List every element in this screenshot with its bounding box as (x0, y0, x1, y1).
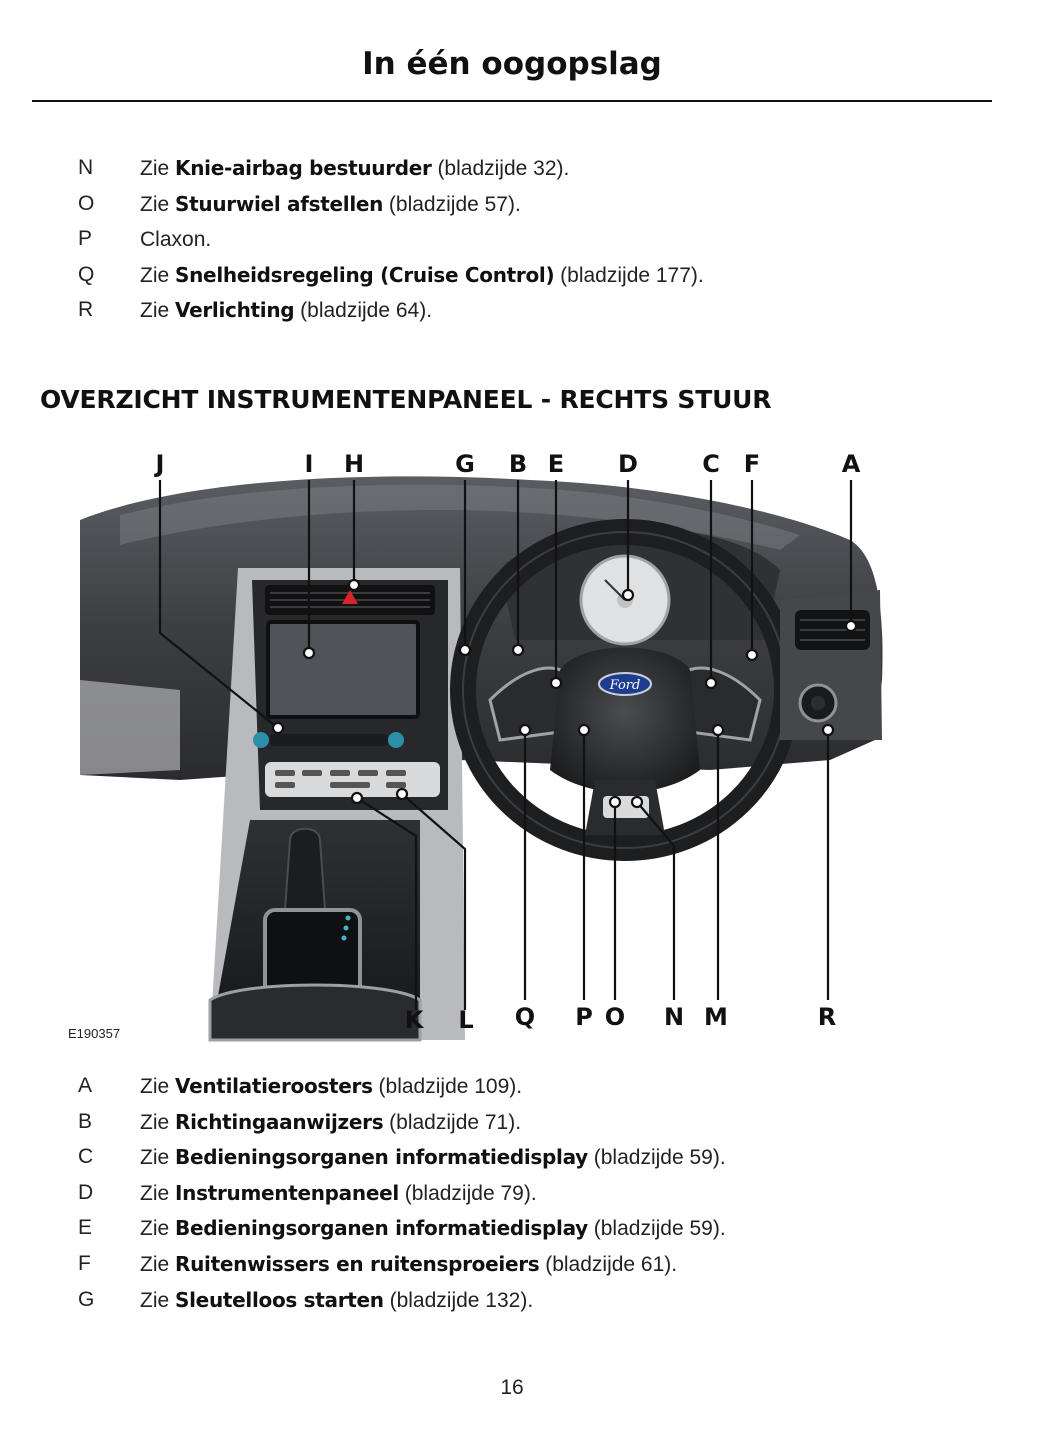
volume-knob (253, 732, 269, 748)
legend-item (0, 1108, 1056, 1144)
legend-text: Zie Richtingaanwijzers (bladzijde 71). (140, 1109, 522, 1134)
legend-link[interactable]: Knie-airbag bestuurder (175, 156, 432, 180)
left-door-panel (80, 680, 180, 775)
callout-label-g: G (455, 450, 475, 478)
callout-label-q: Q (514, 1003, 536, 1031)
callout-label-j: J (155, 450, 165, 478)
page-title: In één oogopslag (362, 46, 662, 82)
callout-label-r: R (817, 1003, 837, 1031)
callout-label-l: L (458, 1006, 474, 1034)
legend-link[interactable]: Stuurwiel afstellen (175, 191, 384, 216)
steering-wheel-hub (550, 648, 700, 793)
legend-key: Q (78, 262, 95, 286)
legend-key: D (78, 1180, 94, 1204)
callout-label-b: B (508, 450, 528, 478)
legend-key: A (78, 1074, 93, 1097)
callout-label-e: E (547, 450, 565, 478)
legend-key: R (78, 298, 94, 322)
legend-key: B (78, 1109, 93, 1133)
legend-text: Zie Snelheidsregeling (Cruise Control) (bladzijde 177). (140, 262, 704, 287)
legend-text: Zie Bedieningsorganen informatiedisplay (bladzijde 59). (140, 1216, 726, 1241)
dashboard-figure (60, 440, 900, 1050)
legend-item (0, 154, 1056, 190)
ford-logo-text: Ford (609, 678, 641, 693)
legend-item (0, 296, 1056, 332)
legend-key: P (78, 227, 93, 251)
legend-text: Zie Stuurwiel afstellen (bladzijde 57). (140, 191, 521, 216)
legend-list-bottom (0, 1072, 1056, 1321)
legend-text: Zie Ventilatieroosters (bladzijde 109). (140, 1074, 523, 1098)
callout-label-k: K (404, 1006, 424, 1034)
legend-link[interactable]: Verlichting (175, 298, 295, 323)
legend-link[interactable]: Sleutelloos starten (175, 1287, 384, 1312)
figure-id: E190357 (68, 1026, 121, 1041)
legend-link[interactable]: Bedieningsorganen informatiedisplay (175, 1216, 588, 1241)
callout-label-f: F (743, 450, 761, 478)
dashboard-illustration (60, 440, 900, 1050)
touchscreen (268, 622, 418, 717)
legend-link[interactable]: Ruitenwissers en ruitensproeiers (175, 1251, 540, 1276)
legend-text: Zie Verlichting (bladzijde 64). (140, 298, 433, 323)
legend-link[interactable]: Bedieningsorganen informatiedisplay (175, 1145, 588, 1170)
legend-key: C (78, 1145, 94, 1169)
tuning-knob (388, 732, 404, 748)
page-number: 16 (500, 1376, 524, 1399)
legend-text: Zie Sleutelloos starten (bladzijde 132). (140, 1287, 534, 1312)
legend-key: F (78, 1251, 91, 1275)
legend-item (0, 190, 1056, 226)
callout-label-d: D (618, 450, 638, 478)
legend-item (0, 1214, 1056, 1250)
section-heading: OVERZICHT INSTRUMENTENPANEEL - RECHTS STUUR (40, 385, 772, 414)
legend-list-top (0, 154, 1056, 332)
legend-item (0, 261, 1056, 297)
shifter-base (265, 910, 360, 995)
callout-label-p: P (575, 1003, 593, 1031)
callout-label-a: A (841, 450, 861, 478)
legend-key: N (78, 156, 94, 179)
legend-item (0, 1143, 1056, 1179)
legend-key: G (78, 1287, 95, 1311)
legend-item (0, 225, 1056, 261)
callout-label-c: C (702, 450, 720, 478)
legend-text: Zie Ruitenwissers en ruitensproeiers (bladzijde 61). (140, 1251, 678, 1276)
legend-text: Zie Knie-airbag bestuurder (bladzijde 32). (140, 156, 570, 180)
legend-text: Zie Instrumentenpaneel (bladzijde 79). (140, 1180, 537, 1205)
legend-key: E (78, 1216, 93, 1240)
legend-item (0, 1286, 1056, 1322)
callout-label-h: H (343, 450, 365, 478)
legend-link[interactable]: Instrumentenpaneel (175, 1180, 399, 1205)
legend-key: O (78, 191, 95, 215)
cupholder-trim (210, 985, 420, 1040)
callout-label-m: M (704, 1003, 728, 1031)
legend-text: Zie Bedieningsorganen informatiedisplay (bladzijde 59). (140, 1145, 726, 1170)
legend-link[interactable]: Richtingaanwijzers (175, 1109, 384, 1134)
media-button-strip (270, 734, 388, 746)
climate-panel (265, 762, 440, 797)
callout-label-n: N (663, 1003, 685, 1031)
legend-item (0, 1250, 1056, 1286)
gear-shifter (285, 829, 325, 910)
legend-link[interactable]: Ventilatieroosters (175, 1074, 373, 1098)
legend-item (0, 1179, 1056, 1215)
callout-label-o: O (604, 1003, 626, 1031)
legend-link[interactable]: Snelheidsregeling (Cruise Control) (175, 262, 555, 287)
title-divider (32, 100, 992, 102)
legend-text: Claxon. (140, 228, 212, 252)
callout-label-i: I (304, 450, 314, 478)
legend-item (0, 1072, 1056, 1108)
